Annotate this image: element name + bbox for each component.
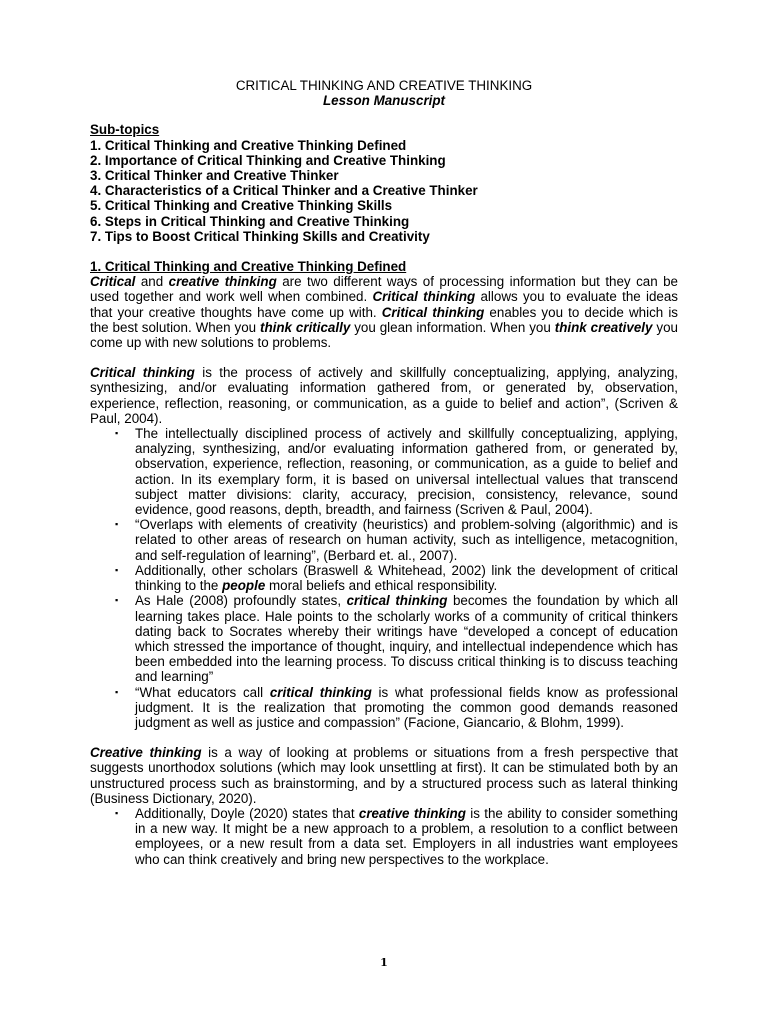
document-page: [90, 78, 678, 867]
body-text: Additionally, Doyle (2020) states that: [135, 805, 359, 821]
subtopic-item: 1. Critical Thinking and Creative Thinking Defined: [90, 137, 407, 153]
bullet-icon: ▪: [115, 564, 119, 575]
critical-definition-paragraph: [90, 365, 678, 426]
emphasis-text: Critical thinking: [381, 304, 485, 320]
list-item: [90, 806, 678, 867]
list-item: [90, 685, 678, 731]
body-text: moral beliefs and ethical responsibility.: [265, 578, 498, 594]
body-text: becomes the foundation by which all learning takes place. Hale points to the scholarly works of a community of critical thinkers dating back to Socrates whereby their writings have “developed a concept of education which stressed the importance of thought, inquiry, and intellectual independence which has been embedded into the learning process. To discuss critical thinking is to discuss teaching and learning”: [135, 593, 678, 685]
bullet-icon: ▪: [115, 686, 119, 697]
section-heading: 1. Critical Thinking and Creative Thinking Defined: [90, 259, 407, 275]
subtopic-item: 2. Importance of Critical Thinking and Creative Thinking: [90, 152, 446, 168]
emphasis-text: think critically: [260, 319, 351, 335]
emphasis-text: Critical thinking: [90, 365, 195, 381]
body-text: and: [135, 274, 169, 290]
list-item: [90, 563, 678, 593]
body-text: As Hale (2008) profoundly states,: [135, 593, 347, 609]
subtopic-item: 5. Critical Thinking and Creative Thinking Skills: [90, 198, 393, 214]
list-item: [90, 517, 678, 563]
body-text: is a way of looking at problems or situations from a fresh perspective that suggests unorthodox solutions (which may look unsettling at first). It can be stimulated both by an unstructured process such as brainstorming, and by a structured process such as lateral thinking (Business Dictionary, 2020).: [90, 745, 678, 806]
subtopic-item: 4. Characteristics of a Critical Thinker and a Creative Thinker: [90, 183, 478, 199]
creative-definition-paragraph: [90, 745, 678, 806]
creative-bullet-list: [90, 806, 678, 867]
emphasis-text: people: [222, 578, 266, 594]
document-subtitle: Lesson Manuscript: [322, 93, 446, 109]
subtopic-item: 3. Critical Thinker and Creative Thinker: [90, 168, 339, 184]
list-item: [90, 426, 678, 517]
body-text: “What educators call: [135, 684, 270, 700]
body-text: you come up with new solutions to problems.: [90, 319, 678, 351]
body-text: Additionally, other scholars (Braswell & Whitehead, 2002) link the development of critical thinking to the: [135, 562, 678, 594]
body-text: is the process of actively and skillfully conceptualizing, applying, analyzing, synthesizing, and/or evaluating information gathered from, or generated by, observation, experience, reflection, reasoning, or communication, as a guide to belief and action”, (Scriven & Paul, 2004).: [90, 365, 678, 426]
emphasis-text: think creatively: [554, 319, 653, 335]
bullet-icon: ▪: [115, 595, 119, 606]
body-text: is the ability to consider something in a new way. It might be a new approach to a problem, a resolution to a conflict between employees, or a new result from a data set. Employers in all industries want employees who can think creatively and bring new perspectives to the workplace.: [135, 805, 678, 867]
body-text: are two different ways of processing information but they can be used together and work well when combined.: [90, 274, 678, 305]
subtopics-list: [90, 138, 678, 244]
intro-paragraph: [90, 274, 678, 350]
body-text: allows you to evaluate the ideas that your creative thoughts have come up with.: [90, 289, 679, 320]
emphasis-text: Creative thinking: [90, 745, 202, 761]
body-text: you glean information. When you: [350, 319, 555, 335]
emphasis-text: creative thinking: [168, 274, 277, 290]
list-item: [90, 593, 678, 684]
body-text: “Overlaps with elements of creativity (heuristics) and problem-solving (algorithmic) and is related to other areas of research on human activity, such as intelligence, metacognition, and self-regulation of learning”, (Berbard et. al., 2007).: [135, 517, 678, 563]
body-text: is what professional fields know as professional judgment. It is the realization that promoting the common good demands reasoned judgment as well as justice and compassion” (Facione, Giancario, & Blohm, 1999).: [135, 684, 678, 730]
subtopics-heading: Sub-topics: [90, 122, 160, 138]
emphasis-text: critical thinking: [269, 684, 372, 700]
document-title: CRITICAL THINKING AND CREATIVE THINKING: [235, 78, 533, 93]
bullet-icon: ▪: [115, 428, 119, 439]
body-text: enables you to decide which is the best solution. When you: [90, 304, 678, 335]
critical-bullet-list: [90, 426, 678, 730]
page-number: 1: [380, 956, 388, 969]
bullet-icon: ▪: [115, 807, 119, 818]
emphasis-text: critical thinking: [346, 593, 448, 609]
emphasis-text: creative thinking: [358, 805, 466, 821]
emphasis-text: Critical: [90, 274, 136, 290]
bullet-icon: ▪: [115, 519, 119, 530]
subtopic-item: 6. Steps in Critical Thinking and Creative Thinking: [90, 213, 410, 229]
emphasis-text: Critical thinking: [372, 289, 476, 305]
body-text: The intellectually disciplined process of actively and skillfully conceptualizing, applying, analyzing, synthesizing, and/or evaluating information gathered from, or generated by, observation, experience, reflection, reasoning, or communication, as a guide to belief and action. In its exemplary form, it is based on universal intellectual values that transcend subject matter divisions: clarity, accuracy, precision, consistency, relevance, sound evidence, good reasons, depth, breadth, and fairness (Scriven & Paul, 2004).: [135, 426, 678, 518]
subtopic-item: 7. Tips to Boost Critical Thinking Skills and Creativity: [90, 228, 430, 244]
